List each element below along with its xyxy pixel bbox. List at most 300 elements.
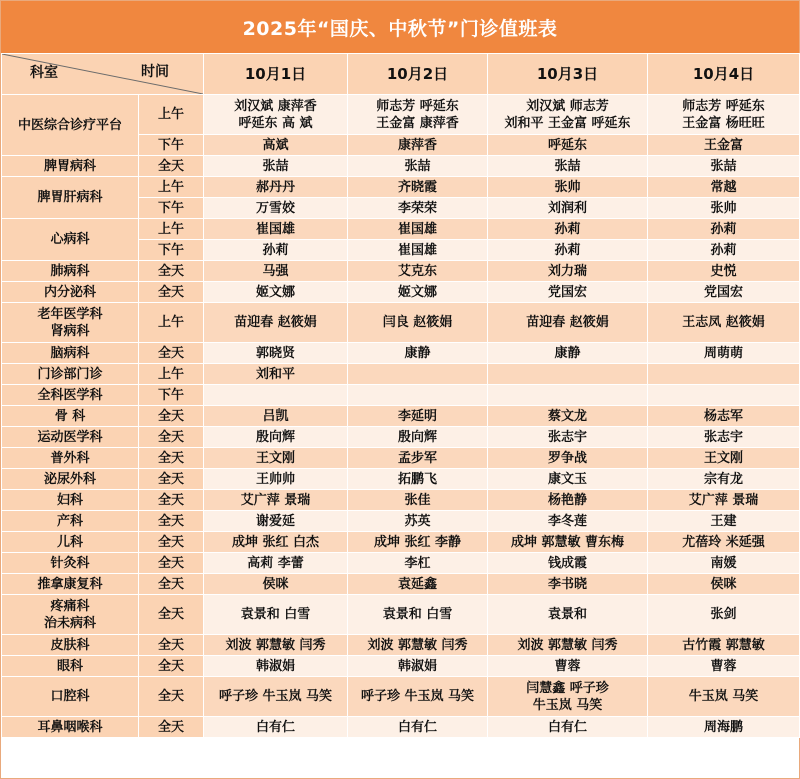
duty-cell (348, 532, 488, 553)
duty-cell (648, 448, 800, 469)
department-name: 皮肤科 (50, 637, 90, 653)
duty-cell (488, 677, 648, 717)
staff-names: 殷向辉 (397, 429, 437, 445)
staff-names: 王建 (710, 513, 737, 529)
staff-names: 刘和平 王金富 呼延东 (504, 115, 631, 131)
department-cell (2, 532, 139, 553)
staff-names: 苗迎春 赵筱娟 (234, 315, 317, 330)
staff-names: 王金富 杨旺旺 (682, 115, 765, 131)
duty-cell (204, 511, 348, 532)
staff-names: 艾广萍 景瑞 (688, 492, 759, 508)
duty-cell (204, 553, 348, 574)
staff-names: 崔国雄 (397, 242, 437, 258)
duty-cell (648, 595, 800, 635)
department-cell (2, 303, 139, 343)
staff-names: 王帅帅 (255, 471, 295, 487)
staff-names: 刘润利 (547, 200, 587, 216)
staff-names: 吕凯 (262, 408, 289, 424)
duty-cell (648, 95, 800, 135)
staff-names: 钱成霞 (547, 555, 587, 571)
staff-names: 刘波 郭慧敏 闫秀 (225, 637, 326, 653)
staff-names: 侯咪 (710, 576, 737, 592)
duty-cell (488, 177, 648, 198)
staff-names: 史悦 (710, 263, 737, 279)
department-name: 疼痛科 (50, 598, 90, 614)
duty-cell (648, 198, 800, 219)
staff-names: 康静 (404, 345, 431, 361)
table-row (2, 595, 800, 635)
duty-cell (488, 282, 648, 303)
duty-cell (488, 553, 648, 574)
department-cell (2, 490, 139, 511)
duty-cell (648, 635, 800, 656)
duty-cell (488, 656, 648, 677)
department-name: 针灸科 (50, 555, 90, 571)
duty-cell (204, 261, 348, 282)
duty-cell (648, 177, 800, 198)
period-cell: 全天 (139, 469, 204, 490)
duty-cell (648, 385, 800, 406)
staff-names: 刘波 郭慧敏 闫秀 (517, 637, 618, 653)
department-name: 运动医学科 (37, 429, 103, 445)
department-name: 妇科 (56, 492, 83, 508)
table-row (2, 303, 800, 343)
department-cell (2, 553, 139, 574)
duty-cell (204, 469, 348, 490)
staff-names: 张志宇 (547, 429, 587, 445)
duty-cell (488, 532, 648, 553)
time-header-label: 时间 (141, 64, 169, 80)
period-cell: 全天 (139, 343, 204, 364)
department-cell (2, 261, 139, 282)
department-name: 脾胃肝病科 (37, 190, 103, 205)
table-row (2, 717, 800, 738)
department-name: 肺病科 (50, 263, 90, 279)
staff-names: 郭晓贤 (255, 345, 295, 361)
duty-cell (348, 240, 488, 261)
staff-names: 周萌萌 (703, 345, 743, 361)
header-row (2, 54, 800, 95)
department-cell (2, 282, 139, 303)
table-row (2, 532, 800, 553)
duty-cell (348, 511, 488, 532)
duty-cell (348, 198, 488, 219)
department-cell (2, 427, 139, 448)
staff-names: 曹蓉 (710, 658, 737, 674)
duty-cell (488, 95, 648, 135)
period-cell: 全天 (139, 532, 204, 553)
department-name: 儿科 (56, 534, 83, 550)
staff-names: 古竹霞 郭慧敏 (682, 637, 765, 653)
duty-cell (488, 595, 648, 635)
duty-cell (204, 532, 348, 553)
duty-cell (488, 635, 648, 656)
staff-names: 苗迎春 赵筱娟 (526, 315, 609, 330)
department-cell (2, 364, 139, 385)
staff-names: 艾广萍 景瑞 (240, 492, 311, 508)
duty-cell (648, 553, 800, 574)
period-cell: 上午 (139, 303, 204, 343)
duty-cell (348, 490, 488, 511)
duty-cell (348, 448, 488, 469)
table-row (2, 156, 800, 177)
staff-names: 张帅 (710, 200, 737, 216)
staff-names: 殷向辉 (255, 429, 295, 445)
period-cell: 全天 (139, 595, 204, 635)
duty-cell (348, 282, 488, 303)
duty-cell (488, 343, 648, 364)
department-cell (2, 677, 139, 717)
staff-names: 刘波 郭慧敏 闫秀 (367, 637, 468, 653)
staff-names: 师志芳 呼延东 (682, 98, 765, 114)
staff-names: 牛玉岚 马笑 (532, 697, 603, 713)
duty-cell (204, 219, 348, 240)
dept-header-label: 科室 (30, 65, 58, 81)
staff-names: 张喆 (404, 158, 431, 174)
table-row (2, 574, 800, 595)
staff-names: 刘汉斌 康萍香 (234, 98, 317, 114)
table-row (2, 282, 800, 303)
department-cell (2, 448, 139, 469)
duty-cell (648, 490, 800, 511)
staff-names: 宗有龙 (703, 471, 743, 487)
department-cell (2, 385, 139, 406)
staff-names: 刘和平 (255, 366, 295, 382)
department-cell (2, 343, 139, 364)
staff-names: 闫良 赵筱娟 (382, 315, 453, 330)
department-name: 老年医学科 (37, 306, 103, 322)
duty-cell (488, 156, 648, 177)
staff-names: 张帅 (554, 179, 581, 195)
staff-names: 曹蓉 (554, 658, 581, 674)
department-name: 口腔科 (50, 689, 90, 704)
staff-names: 韩淑娟 (255, 658, 295, 674)
staff-names: 罗争战 (547, 450, 587, 466)
staff-names: 李杠 (404, 555, 431, 571)
staff-names: 齐晓霞 (397, 179, 437, 195)
staff-names: 李书晓 (547, 576, 587, 592)
staff-names: 万雪姣 (255, 200, 295, 216)
period-cell: 全天 (139, 635, 204, 656)
staff-names: 呼延东 高 斌 (238, 115, 313, 131)
duty-cell (204, 303, 348, 343)
period-cell: 全天 (139, 427, 204, 448)
staff-names: 尤蓓玲 米延强 (682, 534, 765, 550)
staff-names: 张喆 (554, 158, 581, 174)
staff-names: 韩淑娟 (397, 658, 437, 674)
duty-cell (204, 448, 348, 469)
department-cell (2, 574, 139, 595)
staff-names: 孙莉 (710, 221, 737, 237)
duty-cell (648, 574, 800, 595)
period-cell: 下午 (139, 135, 204, 156)
duty-cell (488, 469, 648, 490)
period-cell: 全天 (139, 406, 204, 427)
department-cell (2, 656, 139, 677)
duty-cell (204, 343, 348, 364)
department-cell (2, 595, 139, 635)
staff-names: 常越 (710, 179, 737, 195)
duty-cell (204, 177, 348, 198)
staff-names: 刘汉斌 师志芳 (526, 98, 609, 114)
duty-cell (348, 303, 488, 343)
department-name: 泌尿外科 (43, 471, 96, 487)
staff-names: 拓鹏飞 (397, 471, 437, 487)
duty-cell (348, 364, 488, 385)
period-cell: 全天 (139, 553, 204, 574)
duty-cell (204, 427, 348, 448)
table-row (2, 490, 800, 511)
period-cell: 全天 (139, 261, 204, 282)
staff-names: 孙莉 (262, 242, 289, 258)
department-name: 肾病科 (50, 323, 90, 339)
duty-cell (488, 198, 648, 219)
table-row (2, 385, 800, 406)
table-row (2, 95, 800, 135)
department-name: 治未病科 (43, 615, 96, 631)
duty-cell (488, 574, 648, 595)
date-header: 10月2日 (348, 54, 488, 95)
duty-cell (648, 261, 800, 282)
staff-names: 康静 (554, 345, 581, 361)
duty-cell (348, 427, 488, 448)
schedule-body (2, 95, 800, 738)
duty-cell (348, 135, 488, 156)
duty-cell (204, 656, 348, 677)
period-cell: 下午 (139, 198, 204, 219)
department-name: 推拿康复科 (37, 576, 103, 592)
staff-names: 崔国雄 (397, 221, 437, 237)
staff-names: 李延明 (397, 408, 437, 424)
duty-cell (348, 156, 488, 177)
staff-names: 白有仁 (255, 719, 295, 735)
staff-names: 蔡文龙 (547, 408, 587, 424)
duty-cell (204, 595, 348, 635)
department-cell (2, 95, 139, 156)
table-row (2, 677, 800, 717)
staff-names: 孙莉 (554, 221, 581, 237)
staff-names: 周海鹏 (703, 719, 743, 735)
duty-cell (648, 343, 800, 364)
staff-names: 袁景和 白雪 (382, 607, 453, 622)
staff-names: 李荣荣 (397, 200, 437, 216)
duty-cell (204, 282, 348, 303)
department-cell (2, 219, 139, 261)
staff-names: 张剑 (710, 607, 737, 622)
duty-cell (648, 656, 800, 677)
staff-names: 成坤 张红 李静 (373, 534, 462, 550)
staff-names: 袁景和 白雪 (240, 607, 311, 622)
staff-names: 谢爱延 (255, 513, 295, 529)
duty-cell (348, 95, 488, 135)
duty-cell (204, 240, 348, 261)
duty-cell (348, 343, 488, 364)
staff-names: 袁延鑫 (397, 576, 437, 592)
duty-cell (348, 717, 488, 738)
date-header: 10月3日 (488, 54, 648, 95)
duty-cell (488, 448, 648, 469)
duty-cell (348, 595, 488, 635)
table-row (2, 448, 800, 469)
duty-cell (648, 406, 800, 427)
staff-names: 杨志军 (703, 408, 743, 424)
duty-cell (648, 532, 800, 553)
staff-names: 南媛 (710, 555, 737, 571)
corner-header (2, 54, 204, 95)
staff-names: 郝丹丹 (255, 179, 295, 195)
duty-cell (204, 635, 348, 656)
department-name: 心病科 (50, 232, 90, 247)
period-cell: 全天 (139, 511, 204, 532)
duty-cell (348, 177, 488, 198)
department-name: 脾胃病科 (43, 158, 96, 174)
schedule-table (1, 53, 800, 738)
table-row (2, 261, 800, 282)
duty-cell (348, 656, 488, 677)
period-cell: 上午 (139, 364, 204, 385)
staff-names: 呼子珍 牛玉岚 马笑 (360, 689, 475, 704)
table-row (2, 553, 800, 574)
duty-cell (648, 469, 800, 490)
duty-cell (348, 406, 488, 427)
staff-names: 王志凤 赵筱娟 (682, 315, 765, 330)
period-cell: 下午 (139, 240, 204, 261)
department-name: 全科医学科 (37, 387, 103, 403)
duty-cell (648, 219, 800, 240)
staff-names: 王文刚 (255, 450, 295, 466)
duty-cell (348, 553, 488, 574)
staff-names: 师志芳 呼延东 (376, 98, 459, 114)
duty-cell (488, 427, 648, 448)
staff-names: 成坤 张红 白杰 (231, 534, 320, 550)
staff-names: 张志宇 (703, 429, 743, 445)
duty-cell (488, 385, 648, 406)
duty-cell (488, 261, 648, 282)
department-name: 脑病科 (50, 345, 90, 361)
staff-names: 张喆 (262, 158, 289, 174)
duty-cell (348, 261, 488, 282)
staff-names: 孙莉 (710, 242, 737, 258)
duty-cell (348, 219, 488, 240)
duty-cell (488, 490, 648, 511)
duty-cell (204, 677, 348, 717)
period-cell: 全天 (139, 282, 204, 303)
staff-names: 袁景和 (547, 607, 587, 622)
staff-names: 姬文娜 (255, 284, 295, 300)
duty-cell (204, 364, 348, 385)
table-row (2, 177, 800, 198)
department-name: 中医综合诊疗平台 (17, 117, 122, 133)
table-row (2, 469, 800, 490)
table-row (2, 635, 800, 656)
duty-cell (348, 635, 488, 656)
duty-cell (204, 198, 348, 219)
duty-cell (204, 574, 348, 595)
staff-names: 王金富 康萍香 (376, 115, 459, 131)
department-cell (2, 635, 139, 656)
duty-cell (488, 406, 648, 427)
department-cell (2, 717, 139, 738)
duty-cell (488, 511, 648, 532)
duty-cell (648, 303, 800, 343)
period-cell: 全天 (139, 677, 204, 717)
duty-cell (204, 95, 348, 135)
duty-cell (648, 427, 800, 448)
period-cell: 全天 (139, 448, 204, 469)
staff-names: 孟步军 (397, 450, 437, 466)
staff-names: 马强 (262, 263, 289, 279)
table-row (2, 427, 800, 448)
duty-cell (488, 717, 648, 738)
table-row (2, 511, 800, 532)
staff-names: 张佳 (404, 492, 431, 508)
department-cell (2, 156, 139, 177)
duty-cell (648, 156, 800, 177)
duty-cell (348, 574, 488, 595)
period-cell: 全天 (139, 574, 204, 595)
department-cell (2, 469, 139, 490)
staff-names: 艾克东 (397, 263, 437, 279)
department-name: 眼科 (56, 658, 83, 674)
duty-cell (348, 385, 488, 406)
duty-cell (488, 364, 648, 385)
staff-names: 崔国雄 (255, 221, 295, 237)
staff-names: 呼延东 (547, 137, 587, 153)
duty-cell (648, 717, 800, 738)
staff-names: 康萍香 (397, 137, 437, 153)
staff-names: 姬文娜 (397, 284, 437, 300)
department-cell (2, 511, 139, 532)
staff-names: 李冬莲 (547, 513, 587, 529)
duty-cell (348, 469, 488, 490)
staff-names: 党国宏 (547, 284, 587, 300)
period-cell: 上午 (139, 177, 204, 198)
period-cell: 上午 (139, 95, 204, 135)
table-title: 2025年“国庆、中秋节”门诊值班表 (1, 1, 799, 53)
staff-names: 白有仁 (547, 719, 587, 735)
staff-names: 高斌 (262, 137, 289, 153)
duty-cell (204, 156, 348, 177)
duty-cell (204, 385, 348, 406)
staff-names: 刘力瑞 (547, 263, 587, 279)
staff-names: 侯咪 (262, 576, 289, 592)
table-row (2, 219, 800, 240)
department-cell (2, 406, 139, 427)
duty-cell (488, 240, 648, 261)
department-name: 产科 (56, 513, 83, 529)
staff-names: 高莉 李蕾 (247, 555, 304, 571)
duty-cell (648, 677, 800, 717)
staff-names: 王金富 (703, 137, 743, 153)
department-cell (2, 177, 139, 219)
period-cell: 全天 (139, 490, 204, 511)
table-row (2, 406, 800, 427)
period-cell: 上午 (139, 219, 204, 240)
date-header: 10月1日 (204, 54, 348, 95)
staff-names: 白有仁 (397, 719, 437, 735)
department-name: 骨 科 (54, 408, 86, 424)
staff-names: 孙莉 (554, 242, 581, 258)
period-cell: 全天 (139, 156, 204, 177)
duty-cell (204, 135, 348, 156)
duty-cell (648, 135, 800, 156)
staff-names: 党国宏 (703, 284, 743, 300)
department-name: 耳鼻咽喉科 (37, 719, 103, 735)
department-name: 普外科 (50, 450, 90, 466)
staff-names: 苏英 (404, 513, 431, 529)
staff-names: 康文玉 (547, 471, 587, 487)
staff-names: 呼子珍 牛玉岚 马笑 (218, 689, 333, 704)
